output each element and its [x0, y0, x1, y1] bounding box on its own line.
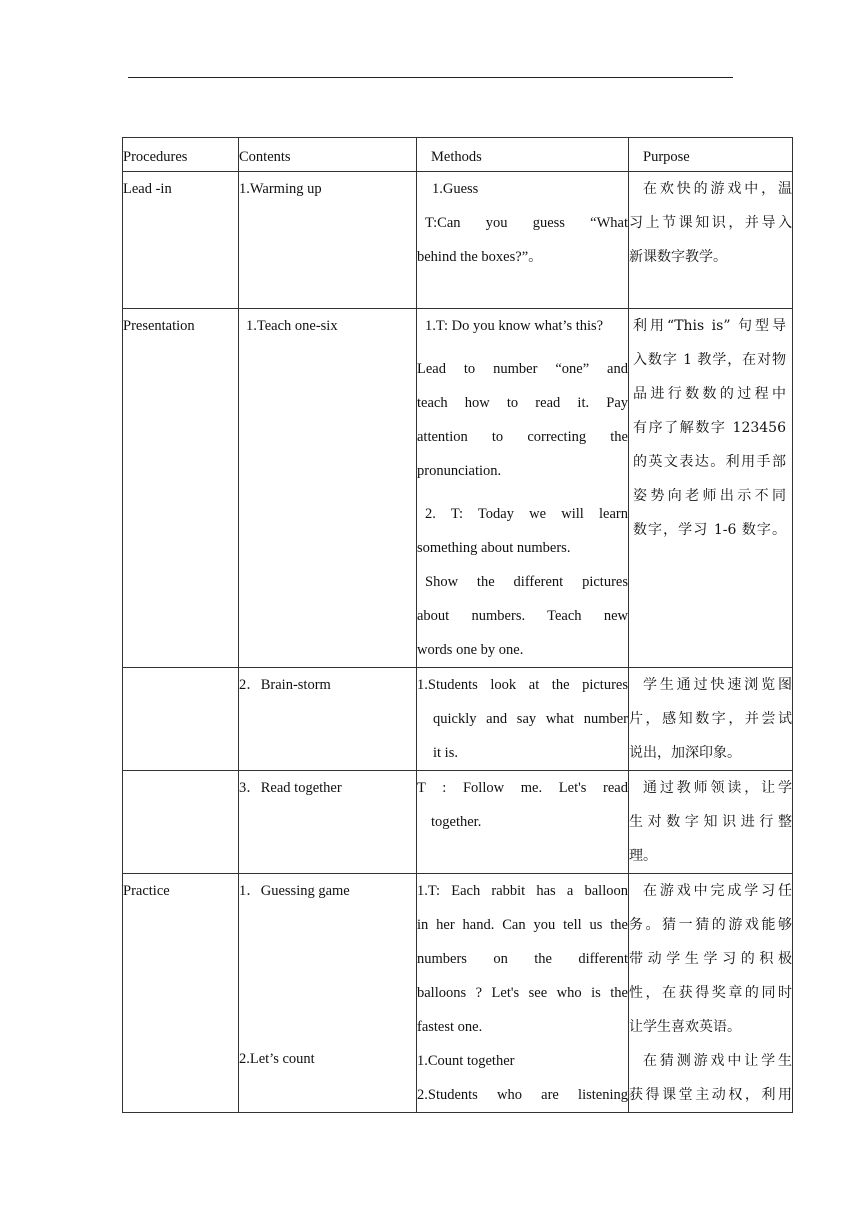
table-row	[123, 771, 793, 874]
table-header-row	[123, 138, 793, 172]
content-cell: 1.Teach one-six	[239, 309, 417, 668]
methods-cell: 1.Guess T:Can you guess “What behind the boxes?”。	[417, 172, 629, 309]
table-row	[123, 874, 793, 1113]
procedure-cell: Practice	[123, 874, 239, 1113]
content-cell: 3．Read together	[239, 771, 417, 874]
procedure-cell	[123, 771, 239, 874]
lesson-plan-table	[122, 137, 793, 1113]
header-procedures: Procedures	[123, 138, 239, 172]
table-row	[123, 309, 793, 668]
methods-cell: 1.T: Each rabbit has a balloon in her hand. Can you tell us the numbers on the different balloons ? Let's see who is the fastest one. 1.Count together 2.Students who are listening	[417, 874, 629, 1113]
methods-cell: 1.T: Do you know what’s this? Lead to number “one” and teach how to read it. Pay attention to correcting the pronunciation. 2. T: Today we will learn something about numbers. Show the different pictures about numbers. Teach new words one by one.	[417, 309, 629, 668]
procedure-cell: Lead -in	[123, 172, 239, 309]
procedure-cell	[123, 668, 239, 771]
purpose-cell: 利用“This is” 句型导 入数字 1 教学，在对物 品进行数数的过程中 有序了解数字 123456 的英文表达。利用手部 姿势向老师出示不同 数字，学习 1-6 数字。	[629, 309, 793, 668]
table-row	[123, 668, 793, 771]
methods-cell: T : Follow me. Let's read together.	[417, 771, 629, 874]
purpose-cell: 学生通过快速浏览图 片，感知数字，并尝试 说出，加深印象。	[629, 668, 793, 771]
purpose-cell: 通过教师领读，让学 生对数字知识进行整 理。	[629, 771, 793, 874]
methods-cell: 1.Students look at the pictures quickly and say what number it is.	[417, 668, 629, 771]
content-cell: 1．Guessing game 2.Let’s count	[239, 874, 417, 1113]
header-rule	[128, 77, 733, 78]
header-contents: Contents	[239, 138, 417, 172]
purpose-cell: 在游戏中完成学习任 务。猜一猜的游戏能够 带动学生学习的积极 性，在获得奖章的同时 让学生喜欢英语。 在猜测游戏中让学生 获得课堂主动权，利用	[629, 874, 793, 1113]
header-purpose: Purpose	[629, 138, 793, 172]
procedure-cell: Presentation	[123, 309, 239, 668]
header-methods: Methods	[417, 138, 629, 172]
table-row	[123, 172, 793, 309]
purpose-cell: 在欢快的游戏中，温 习上节课知识，并导入 新课数字教学。	[629, 172, 793, 309]
content-cell: 2．Brain-storm	[239, 668, 417, 771]
content-cell: 1.Warming up	[239, 172, 417, 309]
